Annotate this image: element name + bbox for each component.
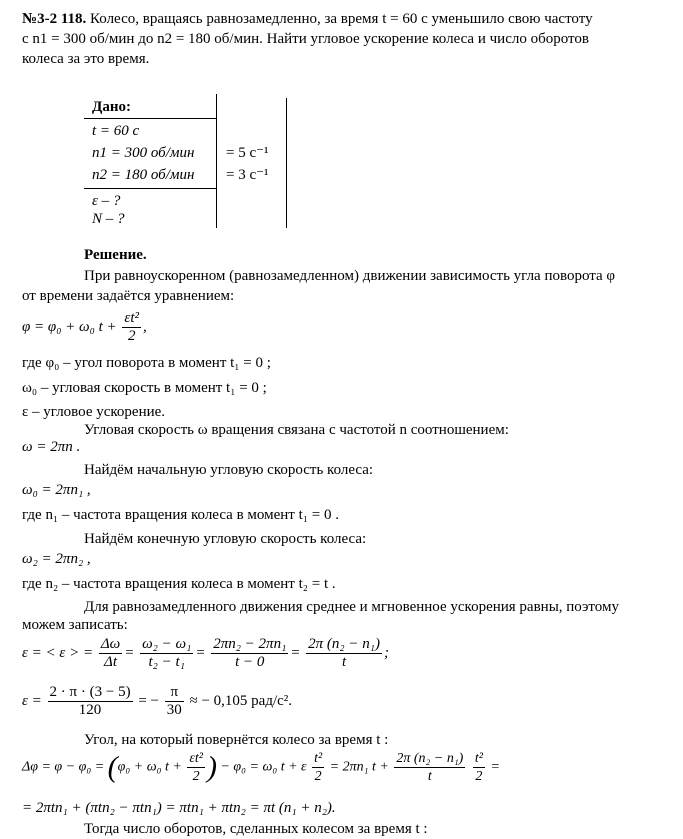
problem-text-2: с n1 = 300 об/мин до n2 = 180 об/мин. Найти угловое ускорение колеса и число оборотов [22,31,589,47]
eq7-b: − φ₀ = ω₀ t + ε [220,759,307,775]
si-row-n1: = 5 с⁻¹ [226,145,269,161]
equation-7 [22,750,500,785]
given-find-separator [84,188,217,189]
eq5-a: ε = < ε > = [22,644,94,661]
eq7-f4-den: 2 [475,769,483,784]
eq1-num: εt² [124,310,139,326]
solution-p4: Найдём конечную угловую скорость колеса: [84,531,367,547]
definition-n1: где n₁ – частота вращения колеса в момент t₁ = 0 . [22,507,339,523]
eq1-den: 2 [127,328,136,344]
eq6-frac2 [165,684,184,719]
eq7-f1-den: 2 [192,769,200,784]
definition-phi0: где φ₀ – угол поворота в момент t₁ = 0 ; [22,355,271,371]
definition-epsilon: ε – угловое ускорение. [22,404,166,420]
eq7-c: = 2πn₁ t + [329,759,389,775]
solution-p1-line2: от времени задаётся уравнением: [22,288,235,304]
find-epsilon: ε – ? [92,193,121,209]
solution-p1-line1: При равноускоренном (равнозамедленном) движении зависимость угла поворота φ [84,268,616,284]
eq6-f1-den: 120 [78,702,102,718]
eq5-f4-num: 2π (n₂ − n₁) [308,636,380,652]
eq5-f1-den: Δt [104,654,117,670]
eq7-frac4 [473,750,485,785]
eq6-a: ε = [22,692,42,709]
eq7-f3-den: t [427,769,432,784]
definition-n2: где n₂ – частота вращения колеса в момент t₂ = t . [22,576,336,592]
eq5-f2-den: t₂ − t₁ [148,654,185,670]
eq7-end: = [490,759,500,775]
eq7-f2-den: 2 [314,769,322,784]
eq5-end: ; [383,644,389,661]
equation-4: ω₂ = 2πn₂ , [22,551,91,567]
eq6-mid: = − [138,692,159,709]
eq7-paren-close: ) [206,750,217,784]
eq1-fraction [122,310,141,345]
eq5-f2-num: ω₂ − ω₁ [142,636,192,652]
eq5-f3-den: t − 0 [235,654,265,670]
definition-omega0: ω₀ – угловая скорость в момент t₁ = 0 ; [22,380,267,396]
problem-id: 118. [60,11,87,27]
eq1-left: φ = φ₀ + ω₀ t + [22,318,117,335]
eq1-end: , [142,318,147,335]
solution-p2: Угловая скорость ω вращения связана с частотой n соотношением: [84,422,509,438]
problem-text-1: Колесо, вращаясь равнозамедленно, за время t = 60 с уменьшило свою частоту [90,11,593,27]
eq6-f2-den: 30 [166,702,182,718]
eq5-f4-den: t [341,654,347,670]
eq7-f4-num: t² [474,751,483,766]
eq7-frac3 [394,750,465,785]
eq6-end: ≈ − 0,105 рад/с². [189,692,293,709]
problem-header-line1 [22,10,593,28]
given-divider-vertical [216,94,217,228]
eq7-inner: φ₀ + ω₀ t + [117,759,182,775]
given-row-t: t = 60 с [92,123,140,139]
eq7-f2-num: t² [314,751,323,766]
equation-2: ω = 2πn . [22,439,81,455]
given-row-n2: n2 = 180 об/мин [92,167,195,183]
solution-p5-line1: Для равнозамедленного движения среднее и мгновенное ускорения равны, поэтому [84,599,619,615]
find-n: N – ? [92,211,125,227]
eq7-f1-num: εt² [189,751,203,766]
solution-p6: Угол, на который повернётся колесо за время t : [84,732,389,748]
eq5-f1-num: Δω [100,636,121,652]
solution-title: Решение. [84,247,147,263]
eq5-f3-num: 2πn₂ − 2πn₁ [213,636,287,652]
eq5-frac4 [306,636,382,671]
eq6-f2-num: π [165,684,184,702]
si-divider-vertical [286,98,287,228]
eq7-frac2 [312,750,324,785]
equation-8: = 2πtn₁ + (πtn₂ − πtn₁) = πtn₁ + πtn₂ = πt (n₁ + n₂). [22,800,336,816]
eq5-frac2 [140,636,193,671]
eq7-paren-open: ( [107,750,118,784]
equation-6 [22,684,292,719]
eq7-f3-num: 2π (n₂ − n₁) [396,751,464,766]
eq6-f1-num: 2 · π · (3 − 5) [49,684,131,700]
si-row-n2: = 3 с⁻¹ [226,167,269,183]
eq7-frac1 [187,750,205,785]
eq6-frac1 [48,684,133,719]
solution-p7: Тогда число оборотов, сделанных колесом за время t : [84,821,428,837]
solution-p5-line2: можем записать: [22,617,128,633]
problem-number: №3-2 [22,11,58,27]
solution-p3: Найдём начальную угловую скорость колеса: [84,462,374,478]
problem-text-3: колеса за это время. [22,51,150,67]
given-title-underline [84,118,217,119]
equation-1 [22,310,147,345]
equation-3: ω₀ = 2πn₁ , [22,482,91,498]
eq5-frac3 [211,636,288,671]
given-title: Дано: [92,99,131,115]
equation-5: ε = < ε > = $\frac{\Delta\omega}{\Delta t}$ = $\frac{\text{ω₂ − ω₁}}{\text{t₂ − t₁}}$ = $\frac{\text{2πn₂ − 2πn₁}}{t - 0}$ = $\frac{\text{2π (n₂ − n₁)}}{t}$ ; [22,636,389,670]
eq5-frac1 [99,636,122,671]
given-row-n1: n1 = 300 об/мин [92,145,195,161]
eq7-a: Δφ = φ − φ₀ = [22,759,105,775]
